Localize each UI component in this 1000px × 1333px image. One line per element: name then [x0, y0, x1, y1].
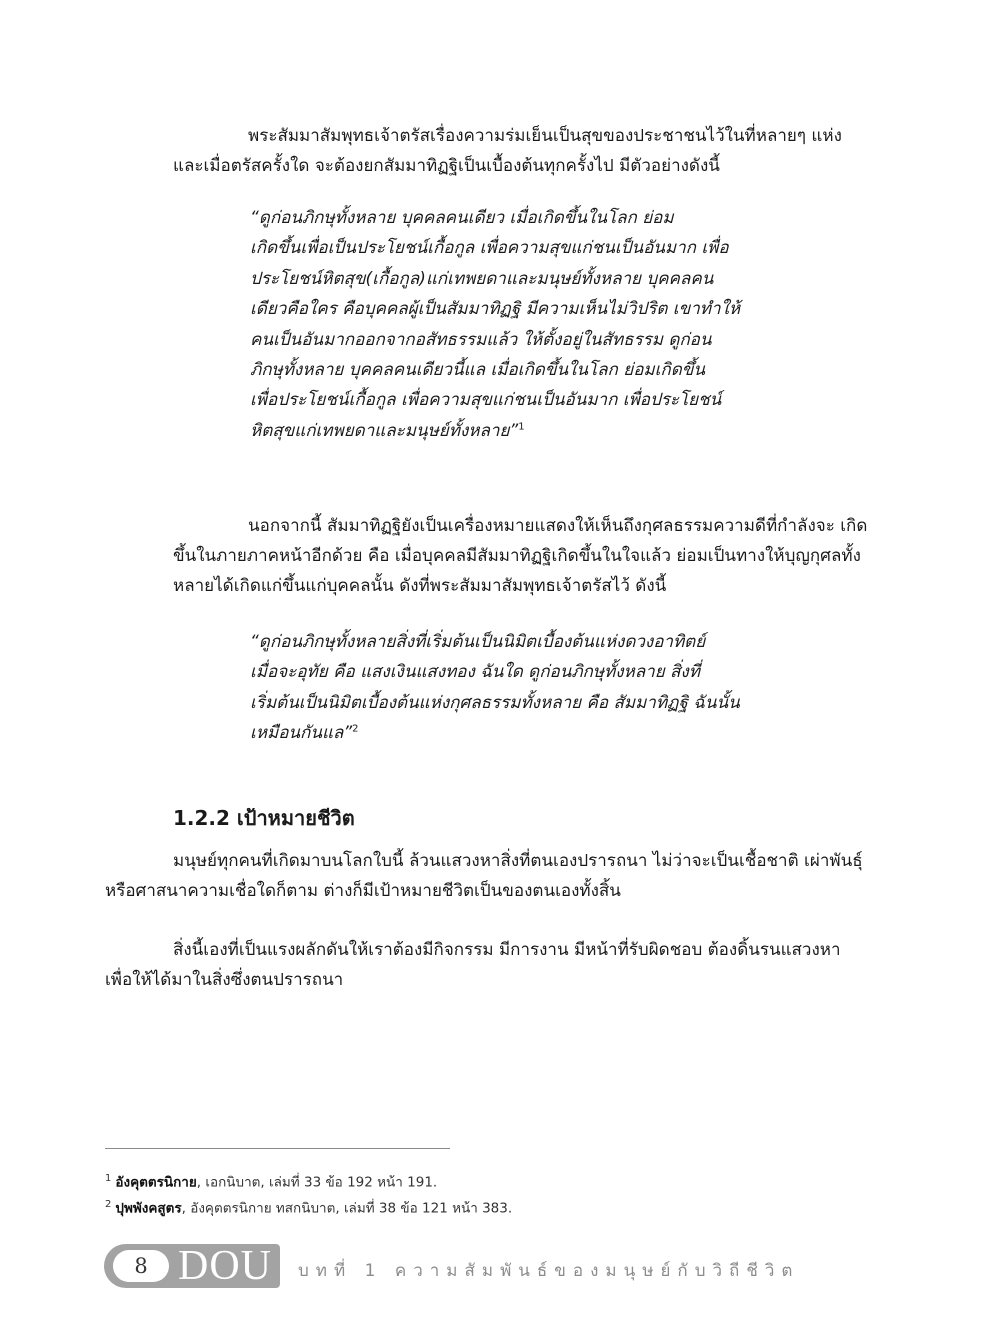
- quote-line: “ดูก่อนภิกษุทั้งหลาย บุคคลคนเดียว เมื่อเกิดขึ้นในโลก ย่อม: [250, 208, 674, 228]
- footnote-source: อังคุตตรนิกาย: [115, 1174, 197, 1191]
- paragraph-line: นอกจากนี้ สัมมาทิฏฐิยังเป็นเครื่องหมายแสดงให้เห็นถึงกุศลธรรมความดีที่กำลังจะ เกิด: [248, 516, 868, 536]
- quote-line: ประโยชน์หิตสุข(เกื้อกูล)แก่เทพยดาและมนุษย์ทั้งหลาย บุคคลคน: [250, 268, 714, 289]
- page-number: 8: [113, 1250, 169, 1282]
- quote-line: เพื่อประโยชน์เกื้อกูล เพื่อความสุขแก่ชนเป็นอันมาก เพื่อประโยชน์: [250, 390, 722, 411]
- paragraph-line: พระสัมมาสัมพุทธเจ้าตรัสเรื่องความร่มเย็นเป็นสุขของประชาชนไว้ในที่หลายๆ แห่ง: [248, 126, 842, 146]
- paragraph-line: หรือศาสนาความเชื่อใดก็ตาม ต่างก็มีเป้าหมายชีวิตเป็นของตนเองทั้งสิ้น: [105, 881, 621, 901]
- quote-line: เกิดขึ้นเพื่อเป็นประโยชน์เกื้อกูล เพื่อความสุขแก่ชนเป็นอันมาก เพื่อ: [250, 238, 729, 259]
- footnote-2: [105, 1196, 512, 1218]
- paragraph-line: สิ่งนี้เองที่เป็นแรงผลักดันให้เราต้องมีกิจกรรม มีการงาน มีหน้าที่รับผิดชอบ ต้องดิ้นรนแสวงหา: [173, 940, 841, 960]
- footnote-ref-2[interactable]: 2: [352, 723, 359, 735]
- footnote-number: 2: [105, 1199, 112, 1210]
- chapter-title: บทที่ 1 ความสัมพันธ์ของมนุษย์กับวิถีชีวิต: [298, 1261, 800, 1281]
- quote-line: คนเป็นอันมากออกจากอสัทธรรมแล้ว ให้ตั้งอยู่ในสัทธรรม ดูก่อน: [250, 329, 712, 350]
- quote-line-last: [250, 416, 775, 446]
- footnote-detail: , เอกนิบาต, เล่มที่ 33 ข้อ 192 หน้า 191.: [196, 1174, 438, 1191]
- paragraph-line: และเมื่อตรัสครั้งใด จะต้องยกสัมมาทิฏฐิเป็นเบื้องต้นทุกครั้งไป มีตัวอย่างดังนี้: [173, 156, 720, 176]
- quote-text: เหมือนกันแล”: [250, 723, 353, 744]
- quote-line: เมื่อจะอุทัย คือ แสงเงินแสงทอง ฉันใด ดูก่อนภิกษุทั้งหลาย สิ่งที่: [250, 662, 700, 683]
- brand-logo: DOU: [178, 1243, 272, 1289]
- paragraph-line: เพื่อให้ได้มาในสิ่งซึ่งตนปรารถนา: [105, 970, 344, 990]
- paragraph-line: หลายได้เกิดแก่ขึ้นแก่บุคคลนั้น ดังที่พระสัมมาสัมพุทธเจ้าตรัสไว้ ดังนี้: [173, 576, 667, 596]
- quote-line: เดียวคือใคร คือบุคคลผู้เป็นสัมมาทิฏฐิ มีความเห็นไม่วิปริต เขาทำให้: [250, 299, 741, 320]
- quote-block-2: [250, 627, 775, 749]
- paragraph-line: ขึ้นในภายภาคหน้าอีกด้วย คือ เมื่อบุคคลมีสัมมาทิฏฐิเกิดขึ้นในใจแล้ว ย่อมเป็นทางให้บุญกุศลทั้ง: [173, 546, 861, 566]
- footnote-1: [105, 1170, 437, 1192]
- paragraph-line: มนุษย์ทุกคนที่เกิดมาบนโลกใบนี้ ล้วนแสวงหาสิ่งที่ตนเองปรารถนา ไม่ว่าจะเป็นเชื้อชาติ เผ่าพันธุ์: [173, 851, 863, 871]
- quote-line-last: [250, 718, 775, 748]
- quote-line: “ดูก่อนภิกษุทั้งหลายสิ่งที่เริ่มต้นเป็นนิมิตเบื้องต้นแห่งดวงอาทิตย์: [250, 632, 706, 652]
- quote-line: เริ่มต้นเป็นนิมิตเบื้องต้นแห่งกุศลธรรมทั้งหลาย คือ สัมมาทิฏฐิ ฉันนั้น: [250, 692, 740, 713]
- quote-line: ภิกษุทั้งหลาย บุคคลคนเดียวนี้แล เมื่อเกิดขึ้นในโลก ย่อมเกิดขึ้น: [250, 360, 705, 381]
- quote-text: หิตสุขแก่เทพยดาและมนุษย์ทั้งหลาย”: [250, 420, 519, 441]
- footnote-source: ปุพพังคสูตร: [115, 1200, 182, 1217]
- footnote-divider: [105, 1148, 450, 1149]
- section-heading: 1.2.2 เป้าหมายชีวิต: [173, 806, 355, 830]
- footnote-ref-1[interactable]: 1: [518, 421, 525, 433]
- paragraph-1: [173, 121, 877, 181]
- paragraph-2: [173, 511, 877, 601]
- paragraph-4: [105, 935, 877, 995]
- footnote-detail: , อังคุตตรนิกาย ทสกนิบาต, เล่มที่ 38 ข้อ 121 หน้า 383.: [181, 1200, 513, 1217]
- footnote-number: 1: [105, 1173, 112, 1184]
- paragraph-3: [105, 846, 877, 906]
- quote-block-1: [250, 203, 775, 446]
